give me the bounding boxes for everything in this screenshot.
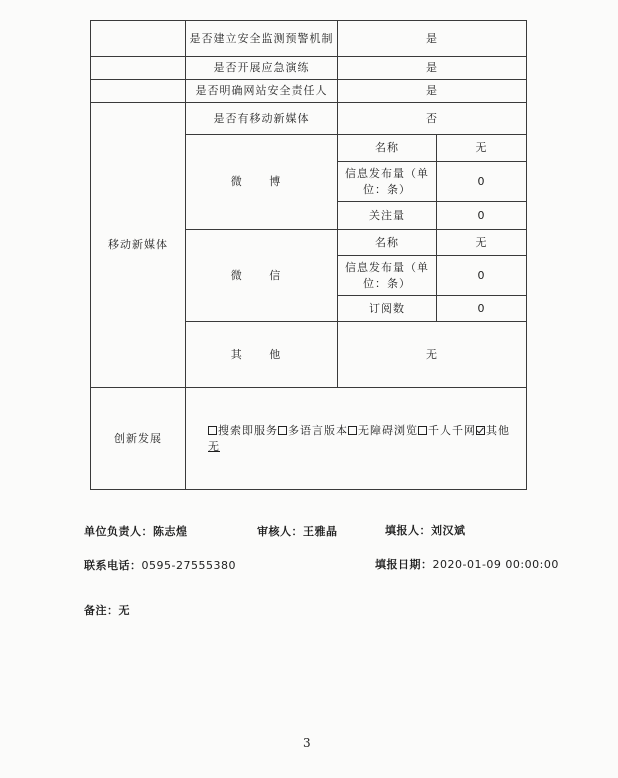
blank-cell xyxy=(91,80,186,103)
row-label-drill: 是否开展应急演练 xyxy=(186,57,338,80)
wechat-label: 微 信 xyxy=(186,230,338,322)
other-value: 无 xyxy=(338,322,527,388)
option-search-service: 搜索即服务 xyxy=(208,424,278,437)
wechat-name-label: 名称 xyxy=(338,230,437,256)
wechat-subscribers-value: 0 xyxy=(437,296,527,322)
weibo-label: 微 博 xyxy=(186,135,338,230)
checkbox-icon xyxy=(278,426,287,435)
option-accessibility: 无障碍浏览 xyxy=(348,424,418,437)
checkbox-icon xyxy=(348,426,357,435)
weibo-posts-value: 0 xyxy=(437,162,527,202)
weibo-name-label: 名称 xyxy=(338,135,437,162)
innovation-label: 创新发展 xyxy=(91,388,186,490)
row-value-responsible: 是 xyxy=(338,80,527,103)
option-other: 其他 xyxy=(476,424,510,437)
innovation-other-value: 无 xyxy=(208,439,220,453)
remark: 备注：无 xyxy=(84,604,130,617)
has-mobile-value: 否 xyxy=(338,103,527,135)
wechat-posts-label: 信息发布量（单位：条） xyxy=(338,256,437,296)
option-multilang: 多语言版本 xyxy=(278,424,348,437)
wechat-name-value: 无 xyxy=(437,230,527,256)
unit-leader: 单位负责人：陈志煌 xyxy=(84,525,188,538)
reviewer: 审核人：王雅晶 xyxy=(257,525,338,538)
blank-cell xyxy=(91,57,186,80)
row-value-drill: 是 xyxy=(338,57,527,80)
weibo-name-value: 无 xyxy=(437,135,527,162)
wechat-subscribers-label: 订阅数 xyxy=(338,296,437,322)
checkbox-icon xyxy=(208,426,217,435)
fill-date: 填报日期：2020-01-09 00:00:00 xyxy=(375,558,559,571)
other-label: 其 他 xyxy=(186,322,338,388)
option-personalized: 千人千网 xyxy=(418,424,476,437)
has-mobile-label: 是否有移动新媒体 xyxy=(186,103,338,135)
weibo-followers-value: 0 xyxy=(437,202,527,230)
blank-cell xyxy=(91,21,186,57)
weibo-posts-label: 信息发布量（单位：条） xyxy=(338,162,437,202)
innovation-options xyxy=(186,388,527,490)
section-mobile-media: 移动新媒体 xyxy=(91,103,186,388)
row-label-responsible: 是否明确网站安全责任人 xyxy=(186,80,338,103)
report-table xyxy=(90,20,527,490)
checkbox-checked-icon xyxy=(476,426,485,435)
checkbox-icon xyxy=(418,426,427,435)
wechat-posts-value: 0 xyxy=(437,256,527,296)
row-label-monitoring: 是否建立安全监测预警机制 xyxy=(186,21,338,57)
filler: 填报人：刘汉斌 xyxy=(385,524,466,537)
contact-phone: 联系电话：0595-27555380 xyxy=(84,559,236,572)
page-number: 3 xyxy=(303,736,311,750)
row-value-monitoring: 是 xyxy=(338,21,527,57)
weibo-followers-label: 关注量 xyxy=(338,202,437,230)
